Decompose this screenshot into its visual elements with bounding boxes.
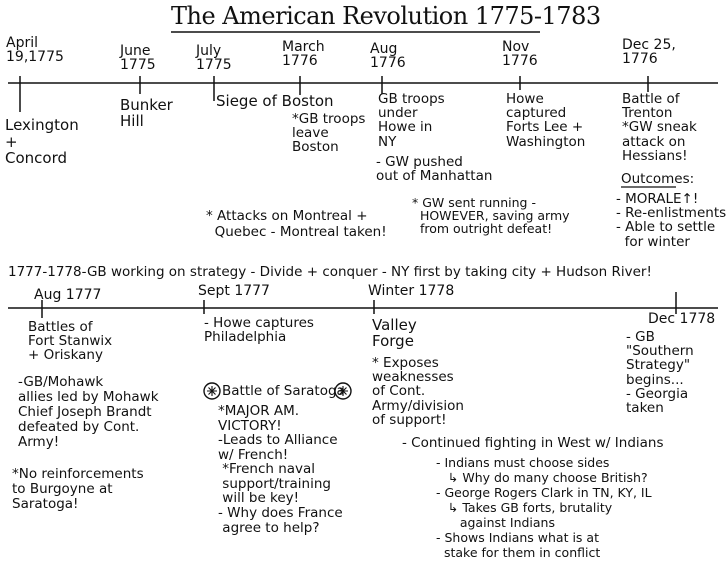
event-gb-troops-leave-boston: *GB troops leave Boston <box>292 111 366 156</box>
event-fort-stanwix-oriskany: Battles of Fort Stanwix + Oriskany <box>28 319 113 364</box>
date-dec-1776: Dec 25, 1776 <box>622 37 676 67</box>
date-april-1775: April 19,1775 <box>6 35 64 65</box>
event-gb-mohawk-allies: -GB/Mohawk allies led by Mohawk Chief Joseph Brandt defeated by Cont. Army! <box>18 374 159 451</box>
date-july-1775: July 1775 <box>196 43 232 73</box>
date-aug-1777: Aug 1777 <box>34 287 102 303</box>
event-battle-of-trenton: Battle of Trenton *GW sneak attack on Hessians! <box>622 91 697 164</box>
event-saratoga-notes: *MAJOR AM. VICTORY! -Leads to Alliance w/ French! *French naval support/training will be key! - Why does France agree to help? <box>218 403 343 536</box>
event-howe-captured-forts: Howe captured Forts Lee + Washington <box>506 91 586 150</box>
event-southern-strategy: - GB "Southern Strategy" begins... - Georgia taken <box>626 329 694 416</box>
date-dec-1778: Dec 1778 <box>648 311 716 327</box>
event-battle-of-saratoga: Battle of Saratoga <box>222 383 345 399</box>
event-lexington-concord: Lexington + Concord <box>5 116 79 167</box>
page-title: The American Revolution 1775-1783 <box>171 2 601 30</box>
event-attacks-montreal-quebec: * Attacks on Montreal + Quebec - Montreal taken! <box>206 208 387 241</box>
event-fighting-in-west: - Continued fighting in West w/ Indians <box>402 435 664 451</box>
outcomes-heading: Outcomes: <box>621 171 695 187</box>
event-howe-captures-philadelphia: - Howe captures Philadelphia <box>204 315 314 346</box>
event-gb-troops-howe-ny: GB troops under Howe in NY <box>378 91 445 150</box>
date-winter-1778: Winter 1778 <box>368 283 455 299</box>
outcomes-list: - MORALE↑! - Re-enlistments - Able to settle for winter <box>616 191 727 250</box>
event-west-notes: - Indians must choose sides ↳ Why do many choose British? - George Rogers Clark in TN, KY, IL ↳ Takes GB forts, brutality against Indians - Shows Indians what is at stake for them in conflict <box>436 455 652 560</box>
strategy-note: 1777-1778-GB working on strategy - Divide + conquer - NY first by taking city + Hudson River! <box>8 264 652 280</box>
event-valley-forge: Valley Forge <box>372 316 417 350</box>
date-aug-1776: Aug 1776 <box>370 41 406 71</box>
date-sept-1777: Sept 1777 <box>198 283 270 299</box>
event-siege-of-boston: Siege of Boston <box>216 92 334 110</box>
date-march-1776: March 1776 <box>282 39 325 69</box>
event-bunker-hill: Bunker Hill <box>120 96 173 130</box>
date-nov-1776: Nov 1776 <box>502 39 538 69</box>
date-june-1775: June 1775 <box>120 43 156 73</box>
event-no-reinforcements-burgoyne: *No reinforcements to Burgoyne at Saratoga! <box>12 466 144 513</box>
event-valley-forge-notes: * Exposes weaknesses of Cont. Army/division of support! <box>372 355 464 428</box>
event-gw-pushed-out: - GW pushed out of Manhattan <box>376 154 493 185</box>
event-gw-sent-running: * GW sent running - HOWEVER, saving army from outright defeat! <box>412 195 570 237</box>
